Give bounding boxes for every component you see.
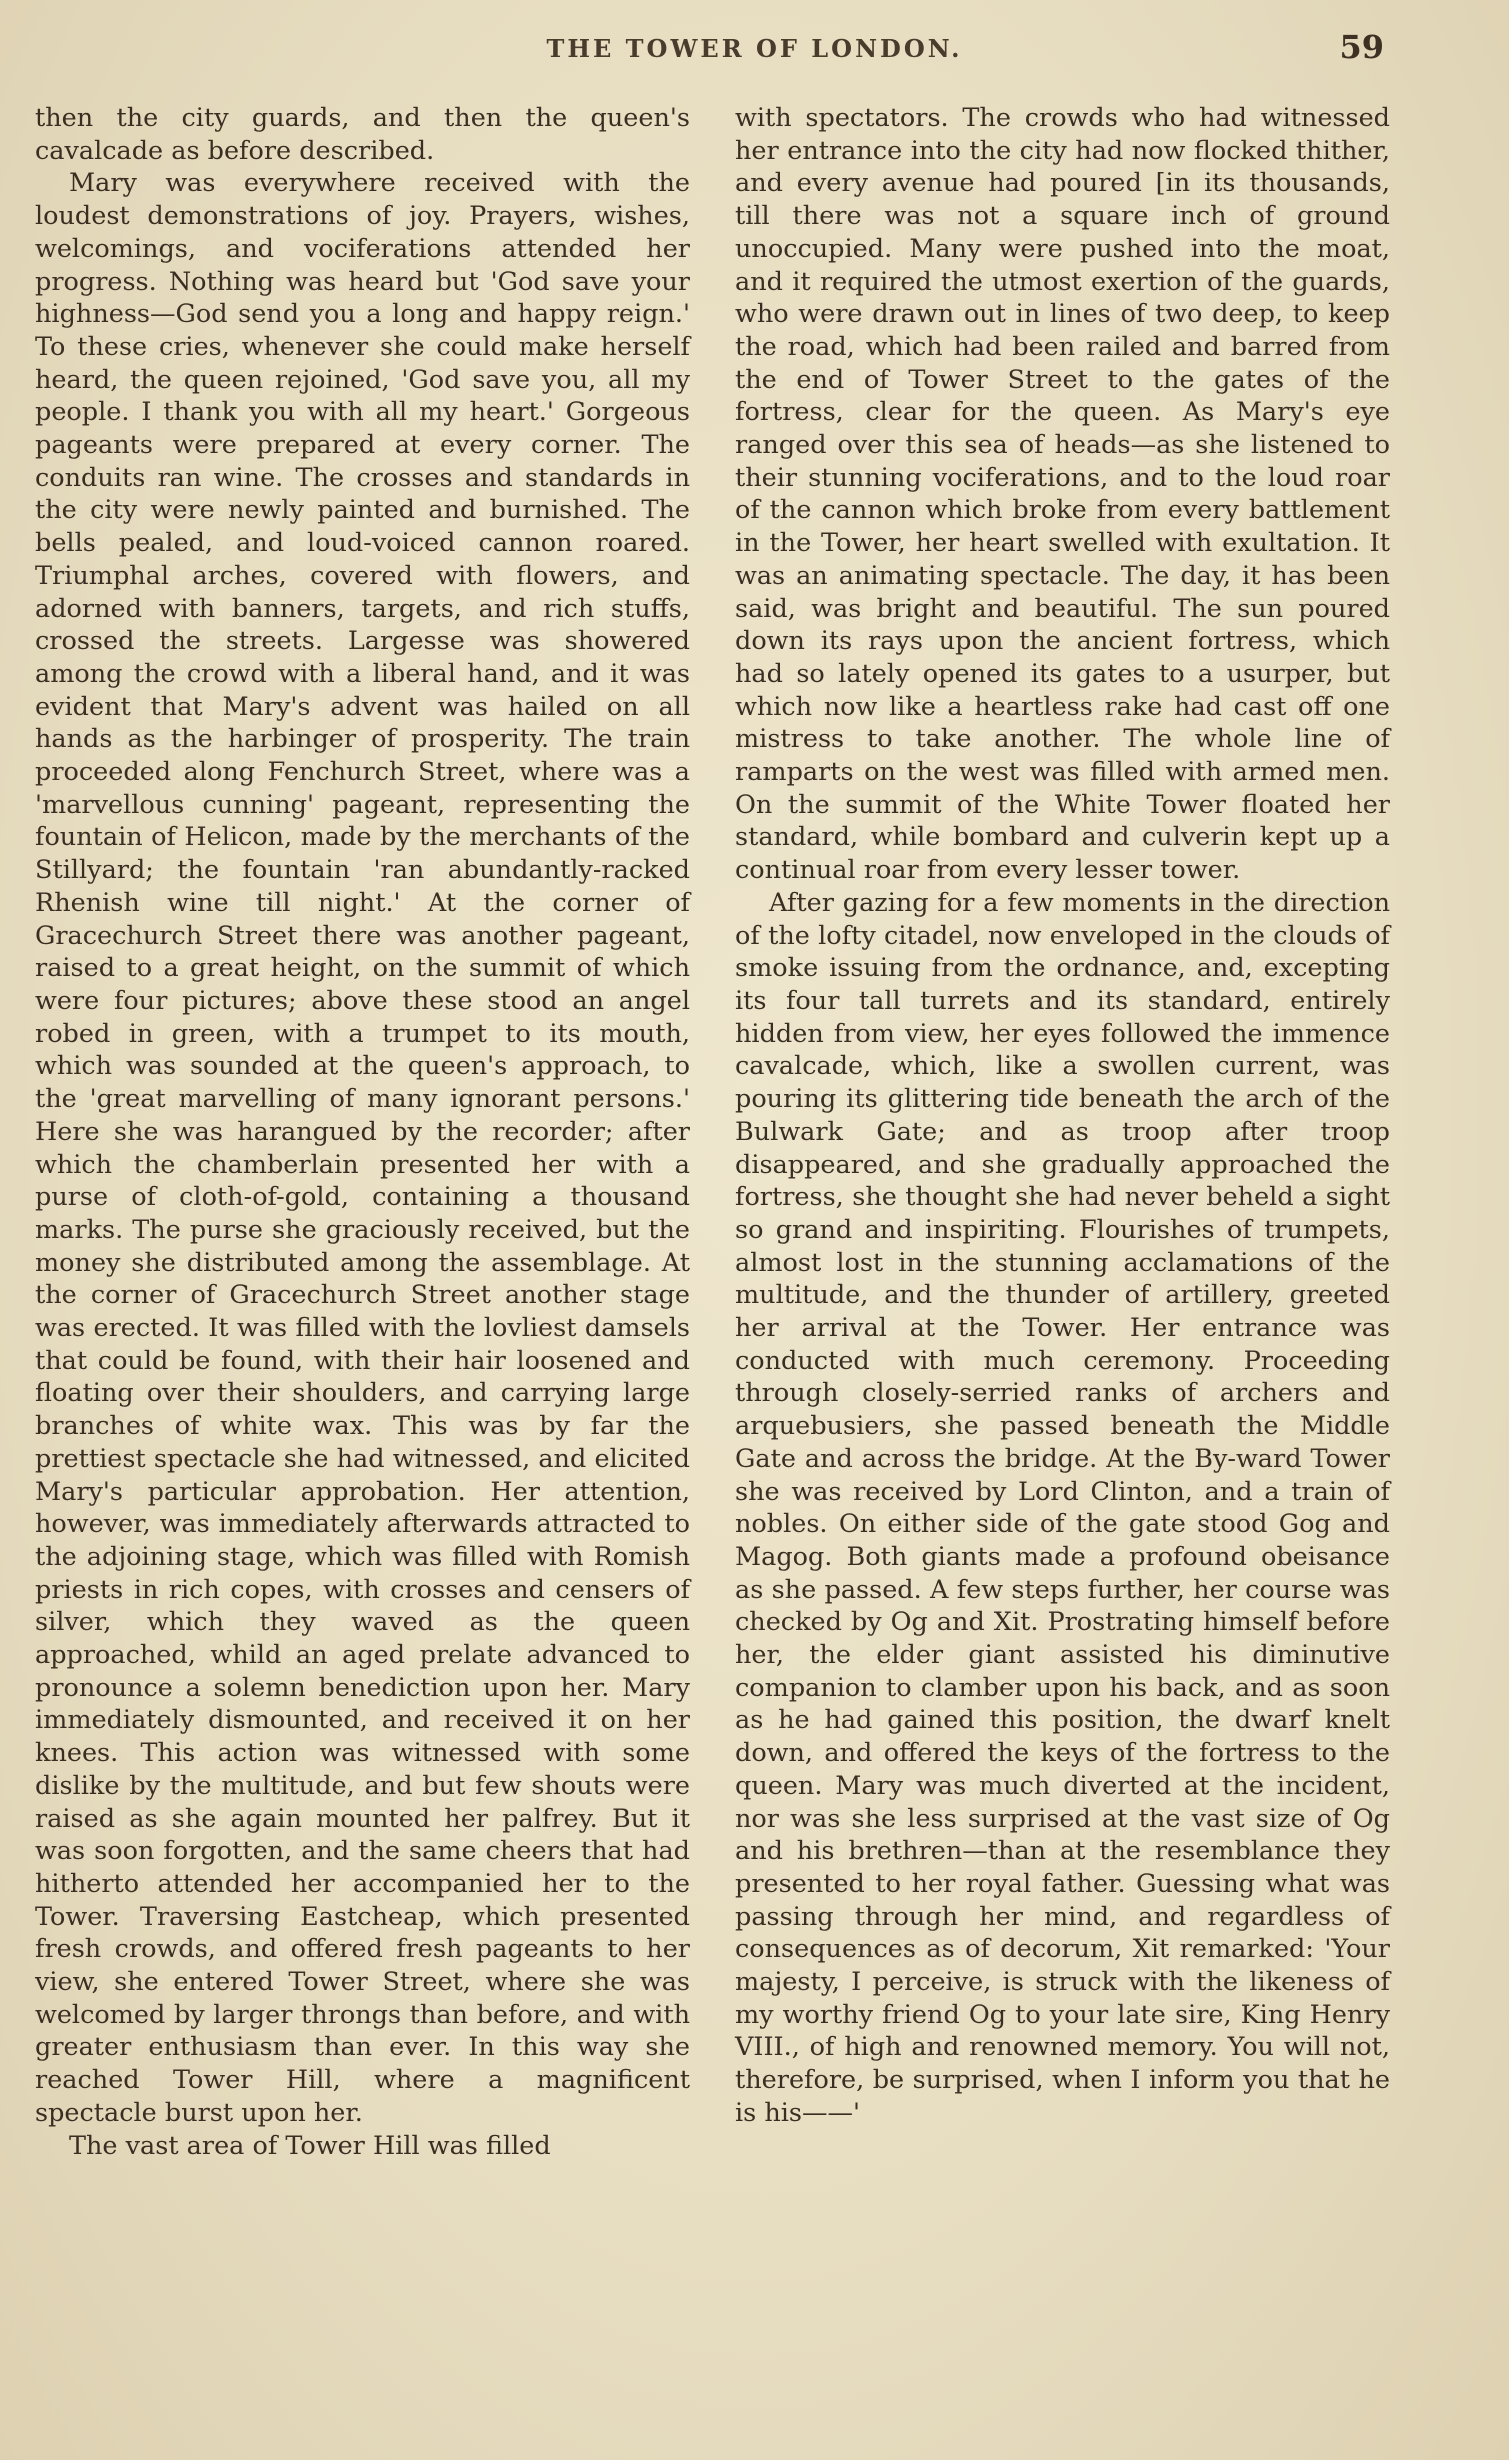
page-number: 59 — [1339, 28, 1384, 66]
running-head: THE TOWER OF LONDON. — [546, 34, 963, 63]
paragraph: After gazing for a few moments in the direction of the lofty citadel, now enveloped in the clouds of smoke issuing from the ordnance, and, excepting its four tall turrets and its standard, entirely hidden from view, her eyes followed the immence cavalcade, which, like a swollen current, was pouring its glittering tide beneath the arch of the Bulwark Gate; and as troop after troop disappeared, and she gradually approached the fortress, she thought she had never beheld a sight so grand and inspiriting. Flourishes of trumpets, almost lost in the stunning acclamations of the multitude, and the thunder of artillery, greeted her arrival at the Tower. Her entrance was conducted with much ceremony. Proceeding through closely-serried ranks of archers and arquebusiers, she passed beneath the Middle Gate and across the bridge. At the By-ward Tower she was received by Lord Clinton, and a train of nobles. On either side of the gate stood Gog and Magog. Both giants made a profound obeisance as she passed. A few steps further, her course was checked by Og and Xit. Prostrating himself before her, the elder giant assisted his diminutive companion to clamber upon his back, and as soon as he had gained this position, the dwarf knelt down, and offered the keys of the fortress to the queen. Mary was much diverted at the incident, nor was she less surprised at the vast size of Og and his brethren—than at the resemblance they presented to her royal father. Guessing what was passing through her mind, and regardless of consequences as of decorum, Xit remarked: 'Your majesty, I perceive, is struck with the likeness of my worthy friend Og to your late sire, King Henry VIII., of high and renowned memory. You will not, therefore, be surprised, when I inform you that he is his——' — [735, 887, 1390, 2128]
paragraph: Mary was everywhere received with the loudest demonstrations of joy. Prayers, wishes, welcomings, and vociferations attended her progress. Nothing was heard but 'God save your highness—God send you a long and happy reign.' To these cries, whenever she could make herself heard, the queen rejoined, 'God save you, all my people. I thank you with all my heart.' Gorgeous pageants were prepared at every corner. The conduits ran wine. The crosses and standards in the city were newly painted and burnished. The bells pealed, and loud-voiced cannon roared. Triumphal arches, covered with flowers, and adorned with banners, targets, and rich stuffs, crossed the streets. Largesse was showered among the crowd with a liberal hand, and it was evident that Mary's advent was hailed on all hands as the harbinger of prosperity. The train proceeded along Fenchurch Street, where was a 'marvellous cunning' pageant, representing the fountain of Helicon, made by the merchants of the Stillyard; the fountain 'ran abundantly-racked Rhenish wine till night.' At the corner of Gracechurch Street there was another pageant, raised to a great height, on the summit of which were four pictures; above these stood an angel robed in green, with a trumpet to its mouth, which was sounded at the queen's approach, to the 'great marvelling of many ignorant persons.' Here she was harangued by the recorder; after which the chamberlain presented her with a purse of cloth-of-gold, containing a thousand marks. The purse she graciously received, but the money she distributed among the assemblage. At the corner of Gracechurch Street another stage was erected. It was filled with the lovliest damsels that could be found, with their hair loosened and floating over their shoulders, and carrying large branches of white wax. This was by far the prettiest spectacle she had witnessed, and elicited Mary's particular approbation. Her attention, however, was immediately afterwards attracted to the adjoining stage, which was filled with Romish priests in rich copes, with crosses and censers of silver, which they waved as the queen approached, whild an aged prelate advanced to pronounce a solemn benediction upon her. Mary immediately dismounted, and received it on her knees. This action was witnessed with some dislike by the multitude, and but few shouts were raised as she again mounted her palfrey. But it was soon forgotten, and the same cheers that had hitherto attended her accompanied her to the Tower. Traversing Eastcheap, which presented fresh crowds, and offered fresh pageants to her view, she entered Tower Street, where she was welcomed by larger throngs than before, and with greater enthusiasm than ever. In this way she reached Tower Hill, where a magnificent spectacle burst upon her. — [35, 168, 690, 2128]
page-header — [0, 28, 1509, 68]
paragraph: then the city guards, and then the queen's cavalcade as before described. — [35, 103, 690, 166]
left-column — [35, 102, 690, 2162]
paragraph: The vast area of Tower Hill was filled — [69, 2130, 551, 2161]
right-column — [735, 102, 1390, 2130]
paragraph: with spectators. The crowds who had witnessed her entrance into the city had now flocked thither, and every avenue had poured [in its thousands, till there was not a square inch of ground unoccupied. Many were pushed into the moat, and it required the utmost exertion of the guards, who were drawn out in lines of two deep, to keep the road, which had been railed and barred from the end of Tower Street to the gates of the fortress, clear for the queen. As Mary's eye ranged over this sea of heads—as she listened to their stunning vociferations, and to the loud roar of the cannon which broke from every battlement in the Tower, her heart swelled with exultation. It was an animating spectacle. The day, it has been said, was bright and beautiful. The sun poured down its rays upon the ancient fortress, which had so lately opened its gates to a usurper, but which now like a heartless rake had cast off one mistress to take another. The whole line of ramparts on the west was filled with armed men. On the summit of the White Tower floated her standard, while bombard and culverin kept up a continual roar from every lesser tower. — [735, 103, 1390, 886]
